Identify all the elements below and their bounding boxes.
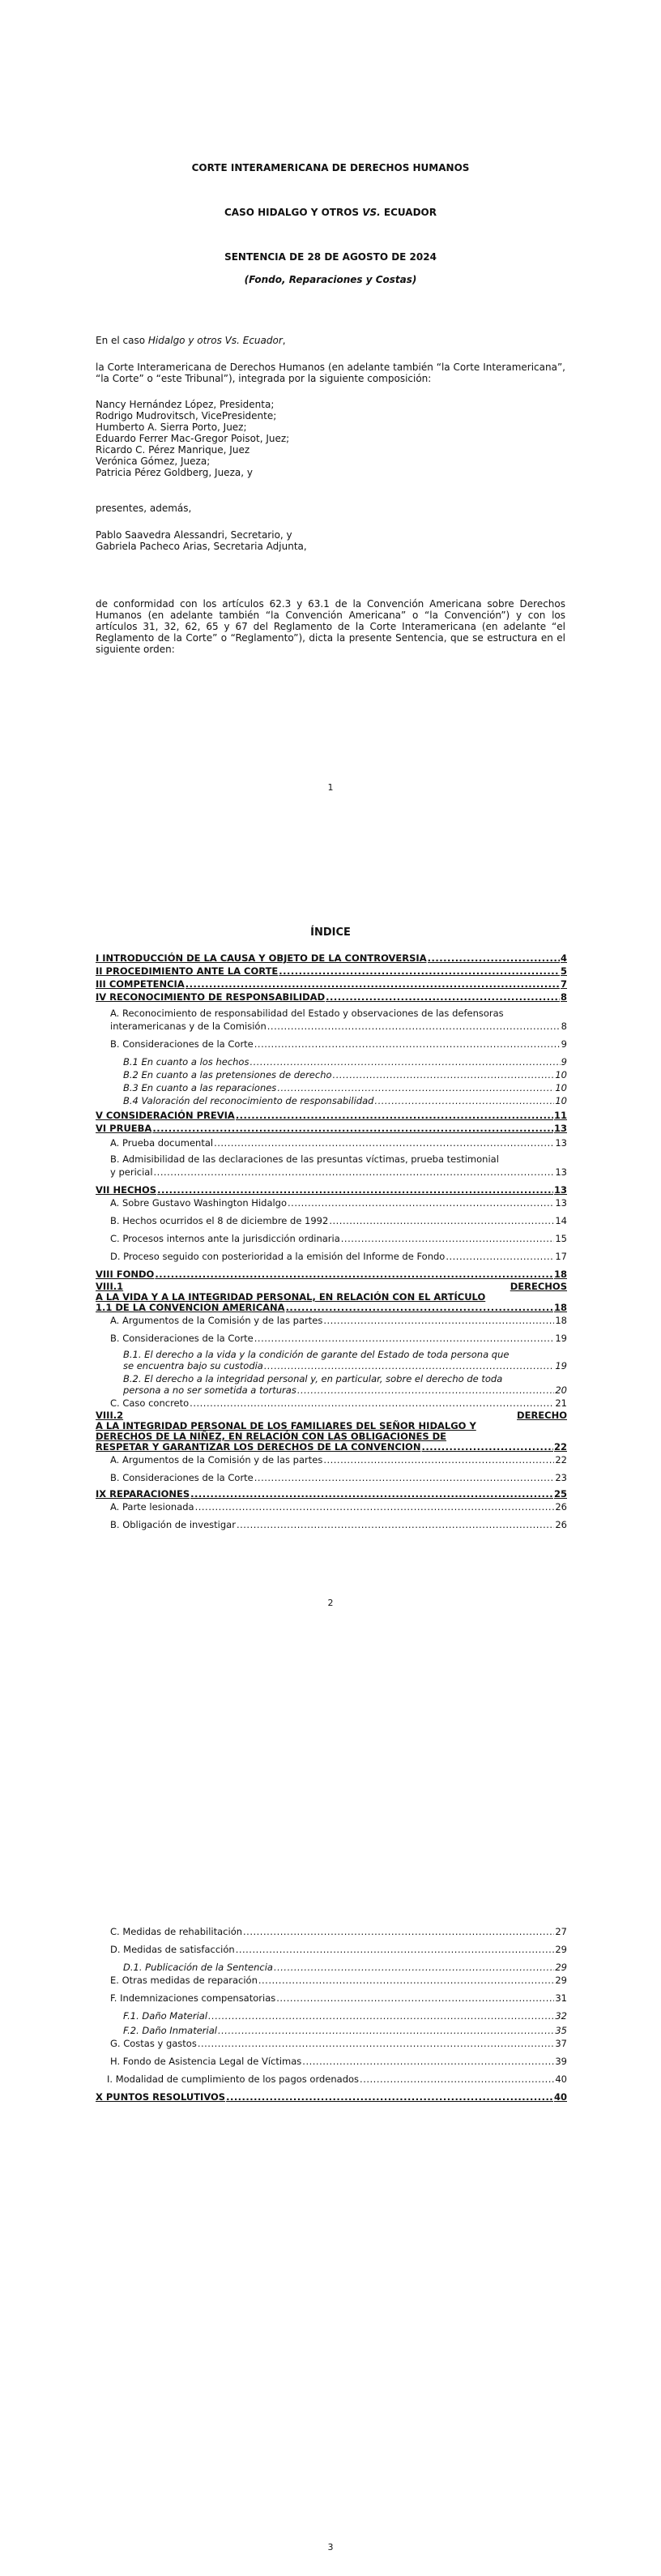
toc-entry[interactable]: VII HECHOS ..... 13 — [96, 1184, 567, 1196]
toc-entry-line: B.1. El derecho a la vida y la condición de garante del Estado de toda persona que — [123, 1349, 510, 1360]
toc-entry[interactable]: B. Consideraciones de la Corte ..... 9 — [96, 1038, 567, 1050]
document-page-3 — [0, 1717, 661, 2576]
table-of-contents-continued — [96, 1923, 567, 2103]
toc-entry[interactable]: B.2. El derecho a la integridad personal y, en particular, sobre el derecho de toda persona a no ser sometida a torturas ..... 20 — [96, 1373, 567, 1396]
toc-entry[interactable]: H. Fondo de Asistencia Legal de Víctimas ..... 39 — [96, 2056, 567, 2067]
index-title: ÍNDICE — [310, 926, 351, 939]
document-page-1 — [0, 0, 661, 858]
toc-entry[interactable]: F.1. Daño Material ..... 32 — [96, 2010, 567, 2022]
judge-line: Nancy Hernández López, Presidenta; — [96, 399, 275, 410]
toc-entry[interactable]: A. Parte lesionada ..... 26 — [96, 1501, 567, 1513]
toc-entry[interactable]: A. Sobre Gustavo Washington Hidalgo ..... 13 — [96, 1197, 567, 1209]
toc-entry-line: B. Admisibilidad de las declaraciones de las presuntas víctimas, prueba testimonial — [110, 1153, 499, 1165]
secretaries-list — [96, 529, 565, 552]
judgment-date: SENTENCIA DE 28 DE AGOSTO DE 2024 — [224, 251, 437, 263]
toc-entry[interactable]: I INTRODUCCIÓN DE LA CAUSA Y OBJETO DE LA CONTROVERSIA ..... 4 — [96, 952, 567, 964]
case-title-vs: VS. — [362, 207, 381, 218]
case-title-prefix: CASO HIDALGO Y OTROS — [224, 207, 363, 218]
judges-list — [96, 399, 565, 478]
toc-entry[interactable]: B. Obligación de investigar ..... 26 — [96, 1519, 567, 1530]
toc-entry[interactable]: A. Argumentos de la Comisión y de las partes ..... 18 — [96, 1315, 567, 1326]
judgment-subtitle: (Fondo, Reparaciones y Costas) — [244, 274, 417, 285]
toc-entry[interactable]: X PUNTOS RESOLUTIVOS ..... 40 — [96, 2091, 567, 2103]
toc-entry[interactable]: V CONSIDERACIÓN PREVIA ..... 11 — [96, 1110, 567, 1121]
toc-entry[interactable]: C. Medidas de rehabilitación ..... 27 — [96, 1926, 567, 1937]
present-text: presentes, además, — [96, 503, 192, 514]
toc-entry[interactable]: G. Costas y gastos ..... 37 — [96, 2038, 567, 2049]
judge-line: Patricia Pérez Goldberg, Jueza, y — [96, 467, 253, 478]
toc-entry-line: A. Reconocimiento de responsabilidad del Estado y observaciones de las defensoras — [110, 1008, 504, 1019]
court-name: CORTE INTERAMERICANA DE DERECHOS HUMANOS — [191, 162, 470, 173]
case-intro-case: Hidalgo y otros Vs. Ecuador — [147, 335, 283, 346]
toc-entry[interactable]: B.3 En cuanto a las reparaciones ..... 10 — [96, 1082, 567, 1093]
toc-entry[interactable]: VIII.2 DERECHO A LA INTEGRIDAD PERSONAL DE LOS FAMILIARES DEL SEÑOR HIDALGO Y DERECHOS DE LA NIÑEZ, EN RELACIÓN CON LAS OBLIGACIONES DE RESPETAR Y GARANTIZAR LOS DERECHOS DE LA CONVENCION ..... 22 — [96, 1410, 567, 1453]
toc-entry[interactable]: F. Indemnizaciones compensatorias ..... 31 — [96, 1992, 567, 2004]
toc-entry[interactable]: III COMPETENCIA ..... 7 — [96, 978, 567, 990]
toc-entry[interactable]: B. Admisibilidad de las declaraciones de las presuntas víctimas, prueba testimonial y pericial ..... 13 — [96, 1153, 567, 1178]
judge-line: Eduardo Ferrer Mac-Gregor Poisot, Juez; — [96, 433, 290, 444]
toc-entry[interactable]: VIII.1 DERECHOS A LA VIDA Y A LA INTEGRIDAD PERSONAL, EN RELACIÓN CON EL ARTÍCULO 1.1 DE LA CONVENCIÓN AMERICANA ..... 18 — [96, 1282, 567, 1313]
toc-entry[interactable]: B.4 Valoración del reconocimiento de responsabilidad ..... 10 — [96, 1095, 567, 1106]
toc-entry[interactable]: B.1. El derecho a la vida y la condición de garante del Estado de toda persona que se encuentra bajo su custodia ..... 19 — [96, 1349, 567, 1371]
document-page-2 — [0, 858, 661, 1717]
closing-paragraph: de conformidad con los artículos 62.3 y 63.1 de la Convención Americana sobre Derechos Humanos (en adelante también “la Convención Americana” o “la Convención”) y con los artículos 31, 32, 62, 65 y 67 del Reglamento de la Corte Interamericana (en adelante “el Reglamento de la Corte” o “Reglamento”), dicta la presente Sentencia, que se estructura en el siguiente orden: — [96, 598, 565, 655]
toc-entry[interactable]: I. Modalidad de cumplimiento de los pagos ordenados ..... 40 — [96, 2073, 567, 2085]
toc-entry[interactable]: IX REPARACIONES ..... 25 — [96, 1488, 567, 1500]
toc-entry[interactable]: D. Proceso seguido con posterioridad a la emisión del Informe de Fondo ..... 17 — [96, 1251, 567, 1262]
toc-entry[interactable]: B.2 En cuanto a las pretensiones de derecho ..... 10 — [96, 1069, 567, 1080]
toc-entry[interactable]: B. Hechos ocurridos el 8 de diciembre de 1992 ..... 14 — [96, 1215, 567, 1226]
toc-entry[interactable]: II PROCEDIMIENTO ANTE LA CORTE ..... 5 — [96, 965, 567, 977]
table-of-contents — [96, 951, 567, 1530]
case-title — [96, 207, 565, 218]
toc-entry[interactable]: C. Procesos internos ante la jurisdicción ordinaria ..... 15 — [96, 1233, 567, 1244]
page-number: 2 — [327, 1598, 334, 1608]
toc-entry[interactable]: VI PRUEBA ..... 13 — [96, 1123, 567, 1134]
toc-entry[interactable]: B. Consideraciones de la Corte ..... 23 — [96, 1472, 567, 1483]
toc-entry[interactable]: B. Consideraciones de la Corte ..... 19 — [96, 1333, 567, 1344]
toc-entry[interactable]: A. Prueba documental ..... 13 — [96, 1137, 567, 1149]
secretary-line: Gabriela Pacheco Arias, Secretaria Adjunta, — [96, 541, 307, 552]
toc-entry[interactable]: B.1 En cuanto a los hechos ..... 9 — [96, 1056, 567, 1068]
judge-line: Verónica Gómez, Jueza; — [96, 456, 211, 467]
toc-entry[interactable]: VIII FONDO ..... 18 — [96, 1269, 567, 1280]
toc-entry[interactable]: A. Reconocimiento de responsabilidad del Estado y observaciones de las defensoras interamericanas y de la Comisión ..... 8 — [96, 1008, 567, 1032]
toc-entry-line: B.2. El derecho a la integridad personal y, en particular, sobre el derecho de toda — [123, 1373, 503, 1384]
toc-entry[interactable]: A. Argumentos de la Comisión y de las partes ..... 22 — [96, 1454, 567, 1466]
case-intro — [96, 335, 565, 346]
page-number: 3 — [327, 2542, 334, 2552]
toc-entry[interactable]: D.1. Publicación de la Sentencia ..... 29 — [96, 1962, 567, 1973]
toc-entry[interactable]: IV RECONOCIMIENTO DE RESPONSABILIDAD ..... 8 — [96, 991, 567, 1003]
page-number: 1 — [327, 782, 334, 793]
toc-entry[interactable]: E. Otras medidas de reparación ..... 29 — [96, 1975, 567, 1986]
case-intro-suffix: , — [282, 335, 286, 346]
court-composition-paragraph: la Corte Interamericana de Derechos Humanos (en adelante también “la Corte Interamericana”, “la Corte” o “este Tribunal”), integrada por la siguiente composición: — [96, 362, 565, 384]
toc-entry[interactable]: C. Caso concreto ..... 21 — [96, 1397, 567, 1409]
secretary-line: Pablo Saavedra Alessandri, Secretario, y — [96, 529, 292, 541]
judge-line: Humberto A. Sierra Porto, Juez; — [96, 421, 247, 433]
case-title-suffix: ECUADOR — [380, 207, 437, 218]
judge-line: Ricardo C. Pérez Manrique, Juez — [96, 444, 250, 456]
toc-entry[interactable]: F.2. Daño Inmaterial ..... 35 — [96, 2025, 567, 2036]
case-intro-prefix: En el caso — [96, 335, 148, 346]
toc-entry[interactable]: D. Medidas de satisfacción ..... 29 — [96, 1944, 567, 1955]
judge-line: Rodrigo Mudrovitsch, VicePresidente; — [96, 410, 277, 421]
